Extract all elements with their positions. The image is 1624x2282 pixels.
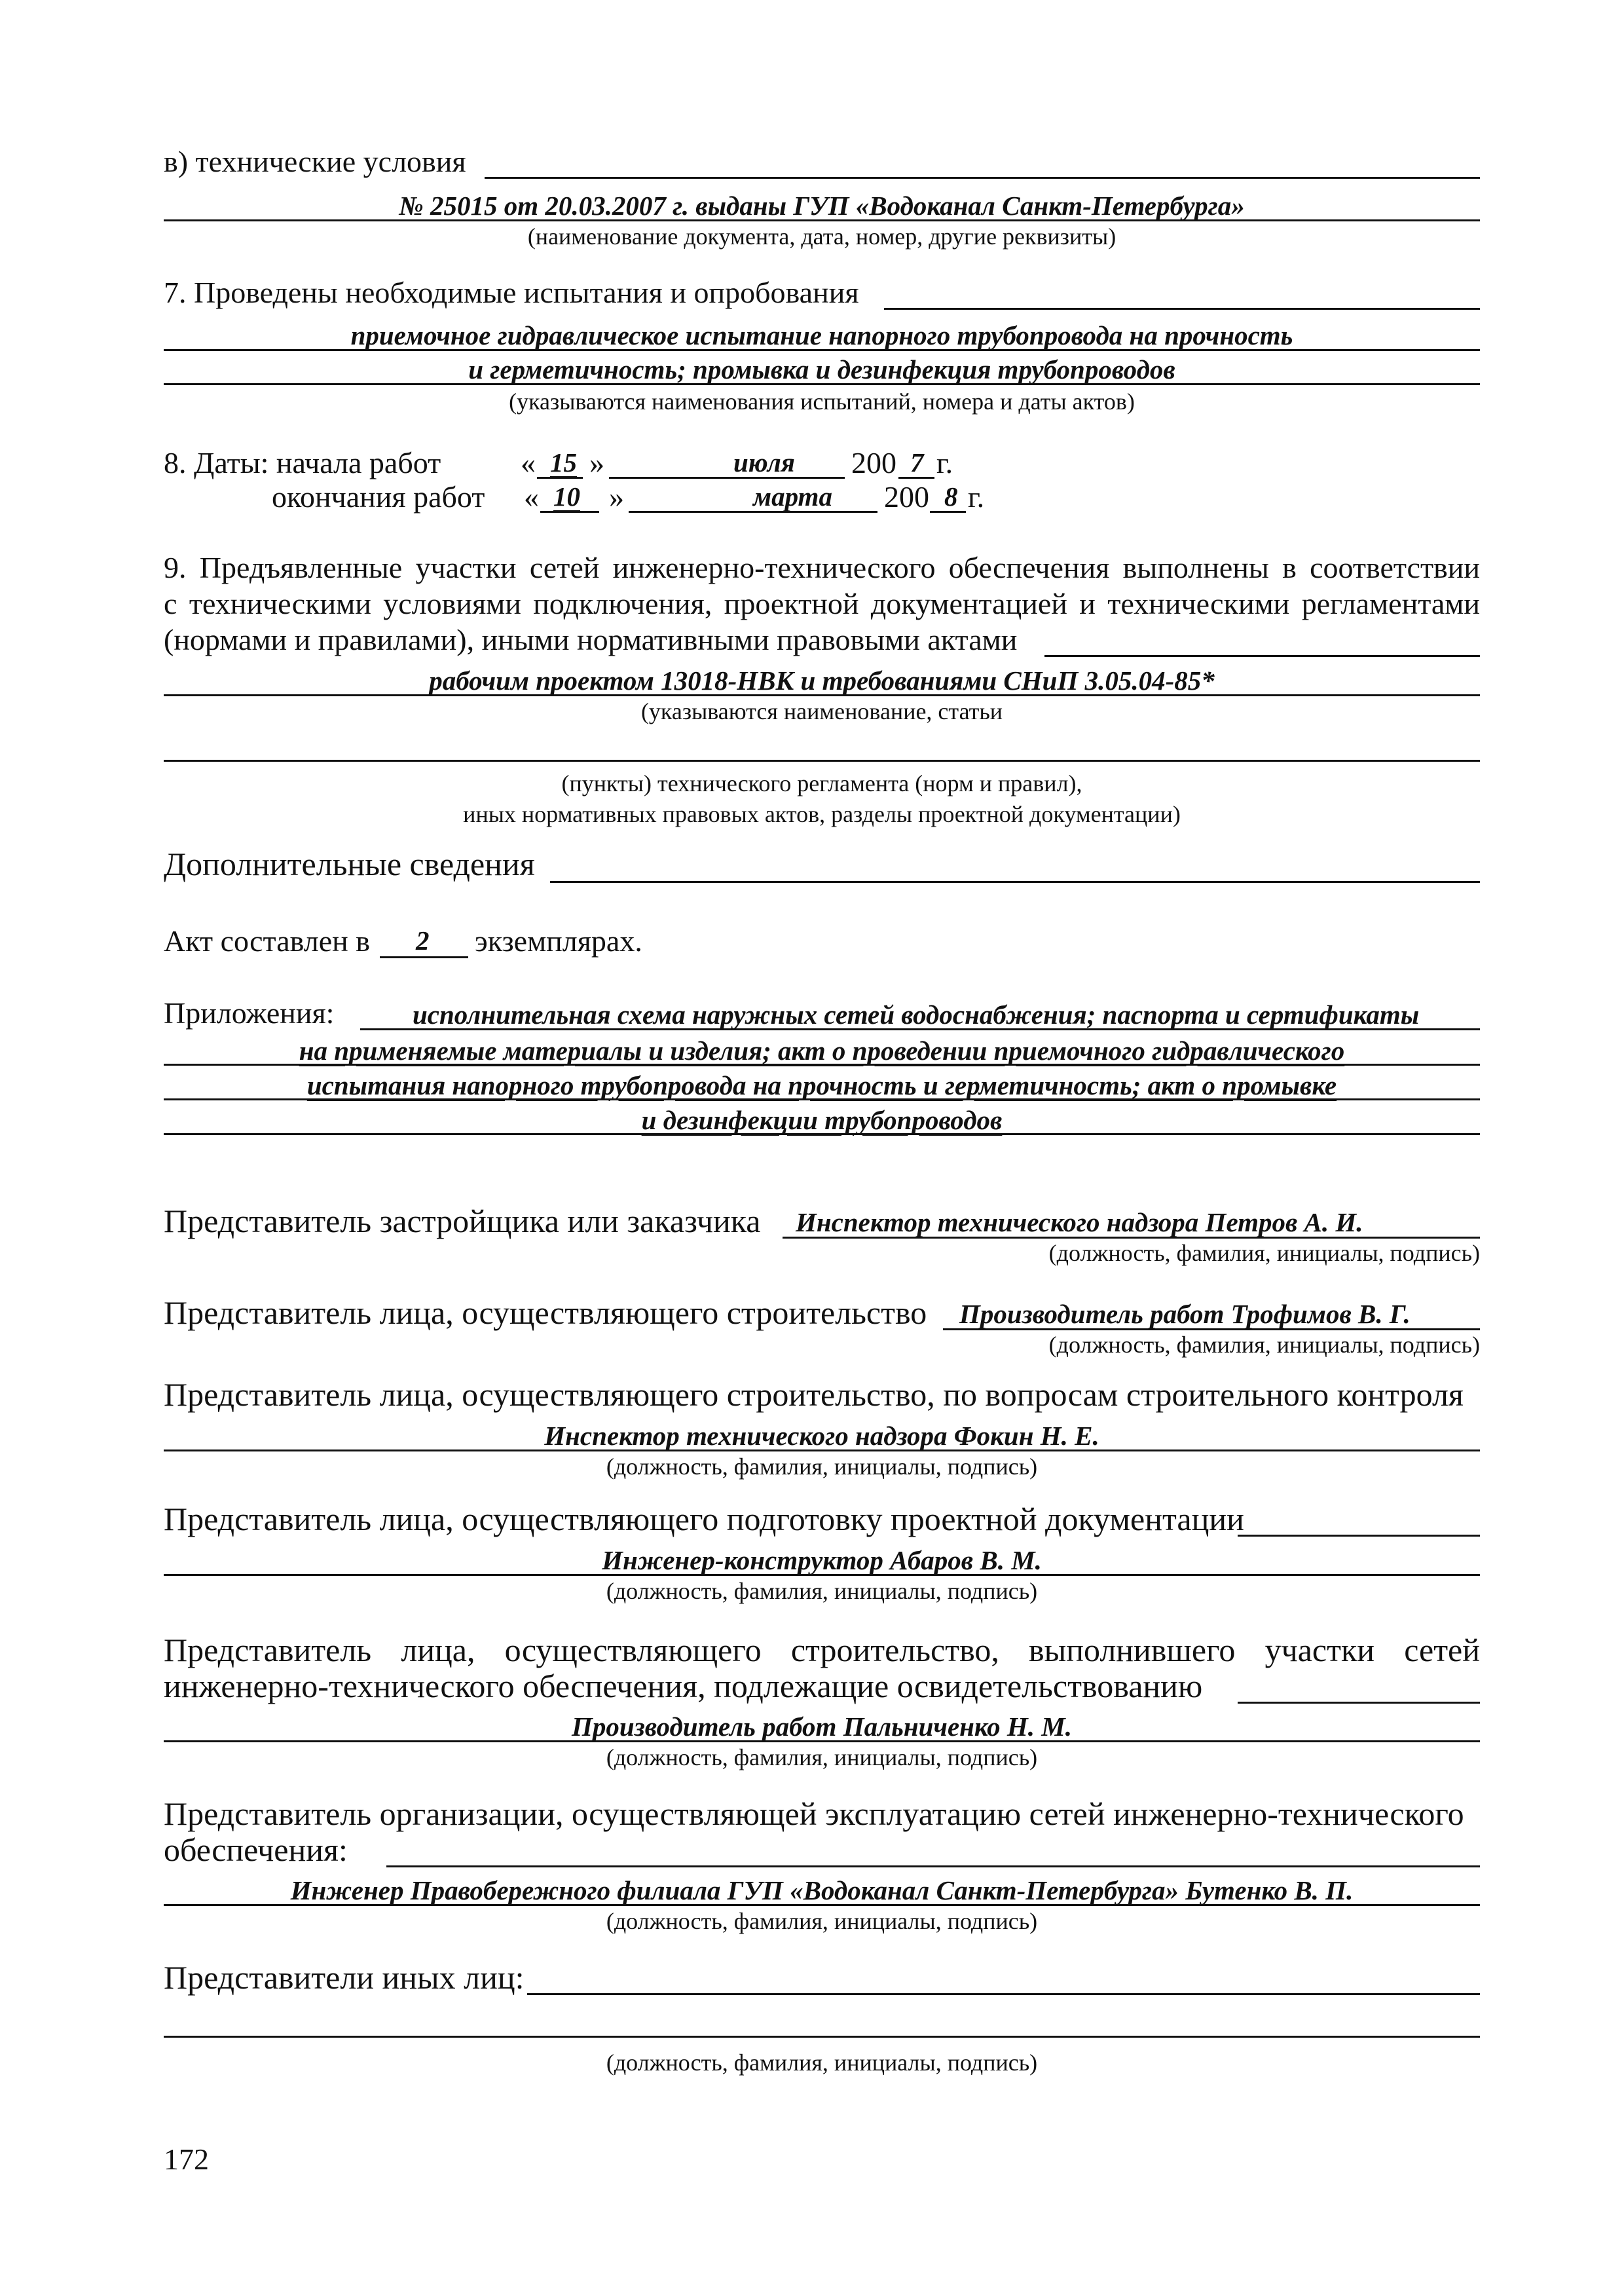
quote-open: «	[524, 480, 539, 514]
fill-line	[485, 177, 1480, 179]
performer-caption: (должность, фамилия, инициалы, подпись)	[606, 1744, 1038, 1770]
page-number: 172	[164, 2142, 209, 2176]
fill-line	[164, 1450, 1480, 1451]
attachments-line-1: исполнительная схема наружных сетей водоснабжения; паспорта и сертификаты	[413, 1000, 1420, 1030]
fill-line	[609, 477, 845, 479]
fill-line	[884, 308, 1480, 310]
others-caption: (должность, фамилия, инициалы, подпись)	[606, 2049, 1038, 2076]
item8-end-label: окончания работ	[272, 480, 485, 514]
fill-line	[164, 760, 1480, 762]
fill-line	[540, 511, 599, 513]
item7-caption: (указываются наименования испытаний, номера и даты актов)	[509, 388, 1135, 415]
item7-label: 7. Проведены необходимые испытания и опробования	[164, 276, 859, 309]
item7-line-2: и герметичность; промывка и дезинфекция трубопроводов	[468, 354, 1175, 384]
fill-line	[164, 1133, 1480, 1135]
end-month: марта	[753, 481, 832, 512]
additional-info-label: Дополнительные сведения	[164, 846, 535, 882]
attachments-line-3: испытания напорного трубопровода на прочность и герметичность; акт о промывке	[306, 1070, 1337, 1100]
operator-label-1: Представитель организации, осуществляющей эксплуатацию сетей инженерно-технического	[164, 1795, 1464, 1832]
end-year-suffix: г.	[968, 480, 985, 514]
builder-caption: (должность, фамилия, инициалы, подпись)	[1048, 1332, 1480, 1358]
control-value: Инспектор технического надзора Фокин Н. Е.	[544, 1421, 1099, 1451]
tech-conditions-caption: (наименование документа, дата, номер, другие реквизиты)	[527, 223, 1116, 250]
item9-line-2: с техническими условиями подключения, проектной документацией и техническими регламентами	[164, 587, 1480, 620]
fill-line	[164, 1740, 1480, 1742]
tech-conditions-value: № 25015 от 20.03.2007 г. выданы ГУП «Водоканал Санкт-Петербурга»	[399, 191, 1245, 221]
designer-label: Представитель лица, осуществляющего подготовку проектной документации	[164, 1501, 1244, 1537]
fill-line	[1238, 1535, 1480, 1537]
designer-caption: (должность, фамилия, инициалы, подпись)	[606, 1578, 1038, 1604]
attachments-label: Приложения:	[164, 996, 335, 1030]
item9-caption-1: (указываются наименование, статьи	[640, 698, 1003, 724]
performer-value: Производитель работ Пальниченко Н. М.	[572, 1712, 1072, 1742]
item9-caption-3: иных нормативных правовых актов, разделы проектной документации)	[463, 801, 1181, 827]
item9-caption-2: (пункты) технического регламента (норм и правил),	[561, 770, 1082, 796]
item7-line-1: приемочное гидравлическое испытание напорного трубопровода на прочность	[350, 320, 1293, 350]
attachments-line-4: и дезинфекции трубопроводов	[641, 1105, 1003, 1135]
fill-line	[380, 956, 468, 958]
fill-line	[164, 1064, 1480, 1066]
control-caption: (должность, фамилия, инициалы, подпись)	[606, 1453, 1038, 1480]
fill-line	[164, 349, 1480, 351]
others-label: Представители иных лиц:	[164, 1959, 525, 1996]
item8-start-label: 8. Даты: начала работ	[164, 446, 441, 479]
item9-line-1: 9. Предъявленные участки сетей инженерно-технического обеспечения выполнены в соответствии	[164, 551, 1480, 584]
fill-line	[164, 1574, 1480, 1576]
start-year-prefix: 200	[851, 446, 896, 479]
fill-line	[360, 1028, 1480, 1030]
end-year-digit: 8	[944, 481, 958, 512]
fill-line	[930, 511, 966, 513]
fill-line	[164, 383, 1480, 385]
operator-value: Инженер Правобережного филиала ГУП «Водоканал Санкт-Петербурга» Бутенко В. П.	[290, 1875, 1354, 1905]
fill-line	[527, 1993, 1480, 1995]
builder-value: Производитель работ Трофимов В. Г.	[959, 1299, 1411, 1329]
tech-conditions-label: в) технические условия	[164, 145, 466, 178]
fill-line	[164, 2036, 1480, 2038]
start-year-digit: 7	[910, 447, 924, 477]
copies-suffix: экземплярах.	[475, 924, 642, 958]
operator-label-2: обеспечения:	[164, 1831, 348, 1868]
control-label: Представитель лица, осуществляющего строительство, по вопросам строительного контроля	[164, 1376, 1464, 1413]
fill-line	[537, 477, 583, 479]
fill-line	[164, 1904, 1480, 1906]
fill-line	[164, 694, 1480, 696]
customer-value: Инспектор технического надзора Петров А. И.	[796, 1207, 1363, 1237]
item9-line-3: (нормами и правилами), иными нормативными правовыми актами	[164, 623, 1018, 656]
start-day: 15	[550, 447, 577, 477]
copies-prefix: Акт составлен в	[164, 924, 370, 958]
fill-line	[164, 1098, 1480, 1100]
end-day: 10	[553, 481, 580, 512]
customer-label: Представитель застройщика или заказчика	[164, 1203, 761, 1239]
fill-line	[1238, 1702, 1480, 1704]
performer-label-2: инженерно-технического обеспечения, подлежащие освидетельствованию	[164, 1668, 1203, 1704]
fill-line	[1044, 655, 1480, 657]
builder-label: Представитель лица, осуществляющего строительство	[164, 1294, 927, 1331]
start-year-suffix: г.	[936, 446, 953, 479]
start-month: июля	[733, 447, 795, 477]
designer-value: Инженер-конструктор Абаров В. М.	[602, 1545, 1042, 1575]
quote-close: »	[589, 446, 604, 479]
end-year-prefix: 200	[884, 480, 929, 514]
operator-caption: (должность, фамилия, инициалы, подпись)	[606, 1908, 1038, 1934]
fill-line	[386, 1865, 1480, 1867]
attachments-line-2: на применяемые материалы и изделия; акт о проведении приемочного гидравлического	[299, 1036, 1345, 1066]
quote-open: «	[521, 446, 536, 479]
act-page	[164, 0, 1480, 2282]
quote-close: »	[609, 480, 624, 514]
customer-caption: (должность, фамилия, инициалы, подпись)	[1048, 1240, 1480, 1266]
fill-line	[898, 477, 934, 479]
performer-label-1: Представитель лица, осуществляющего строительство, выполнившего участки сетей	[164, 1632, 1480, 1668]
item9-value: рабочим проектом 13018-НВК и требованиями СНиП 3.05.04-85*	[429, 665, 1215, 696]
fill-line	[550, 881, 1480, 883]
copies-value: 2	[416, 926, 430, 956]
fill-line	[164, 219, 1480, 221]
